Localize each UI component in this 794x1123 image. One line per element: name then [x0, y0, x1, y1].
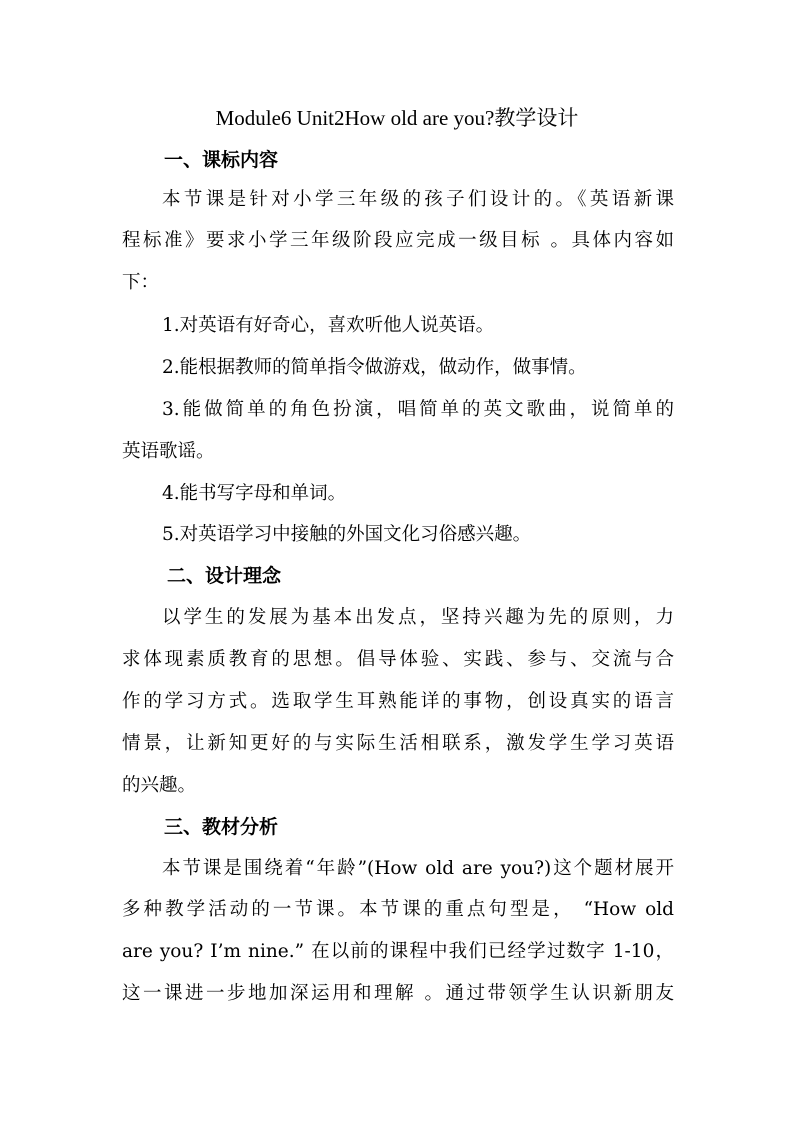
list-item-continued: 英语歌谣。	[122, 441, 215, 462]
paragraph-line: 本节课是围绕着“年龄”(How old are you?)这个题材展开	[162, 858, 674, 879]
paragraph-line: 这一课进一步地加深运用和理解 。通过带领学生认识新朋友	[122, 983, 674, 1004]
paragraph-line: 本节课是针对小学三年级的孩子们设计的。《英语新课	[162, 189, 674, 210]
list-item: 2.能根据教师的简单指令做游戏，做动作，做事情。	[162, 357, 587, 378]
document-title: Module6 Unit2How old are you?教学设计	[215, 106, 579, 130]
paragraph-line: 多种教学活动的一节课。本节课的重点句型是， “How old	[122, 899, 674, 920]
list-item: 4.能书写字母和单词。	[162, 483, 347, 504]
paragraph-line: 下：	[122, 272, 160, 293]
paragraph-line: 求体现素质教育的思想。倡导体验、实践、参与、交流与合	[122, 649, 674, 670]
section-heading-design-concept: 二、设计理念	[167, 565, 282, 587]
list-item: 5.对英语学习中接触的外国文化习俗感兴趣。	[162, 524, 532, 545]
paragraph-line: 以学生的发展为基本出发点，坚持兴趣为先的原则，力	[162, 607, 674, 628]
paragraph-line: 程标准》要求小学三年级阶段应完成一级目标 。具体内容如	[122, 230, 674, 251]
section-heading-textbook-analysis: 三、教材分析	[164, 816, 279, 838]
paragraph-line: 情景，让新知更好的与实际生活相联系，激发学生学习英语	[122, 733, 674, 754]
paragraph-line: 作的学习方式。选取学生耳熟能详的事物，创设真实的语言	[122, 691, 674, 712]
list-item: 3.能做简单的角色扮演，唱简单的英文歌曲，说简单的	[162, 399, 674, 420]
section-heading-standards: 一、课标内容	[164, 149, 279, 171]
paragraph-line: 的兴趣。	[122, 775, 197, 796]
list-item: 1.对英语有好奇心，喜欢听他人说英语。	[162, 315, 495, 336]
paragraph-line: are you? I’m nine.” 在以前的课程中我们已经学过数字 1-10，	[122, 941, 674, 962]
